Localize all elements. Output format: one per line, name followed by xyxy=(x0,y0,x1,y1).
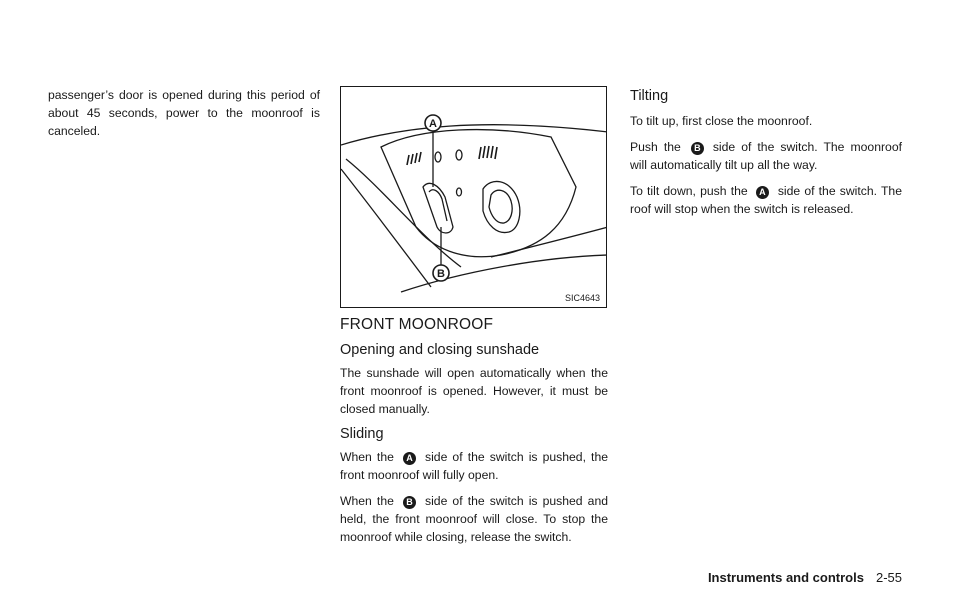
tilt-down-text-pre: To tilt down, push the xyxy=(630,184,748,198)
tilting-intro-paragraph: To tilt up, first close the moonroof. xyxy=(630,114,813,128)
footer-section-title: Instruments and controls xyxy=(707,570,864,585)
page-number: 2-55 xyxy=(875,570,902,585)
sliding-close-text-pre: When the xyxy=(340,494,394,508)
sunshade-paragraph: The sunshade will open automatically when the front moonroof is opened. However, it must be closed manually. xyxy=(340,366,608,416)
subheading-sliding: Sliding xyxy=(340,426,384,442)
sliding-open-text-pre: When the xyxy=(340,450,394,464)
moonroof-switch-illustration xyxy=(340,86,607,308)
right-column xyxy=(630,88,902,218)
callout-b-badge: B xyxy=(403,496,416,509)
callout-a-badge: A xyxy=(403,452,416,465)
sliding-close-paragraph xyxy=(340,492,608,546)
sliding-open-text-post: side of the switch is pushed, the front moonroof will fully open. xyxy=(340,450,608,482)
callout-b-badge: B xyxy=(691,142,704,155)
left-column xyxy=(48,86,320,140)
sliding-close-text-post: side of the switch is pushed and held, the front moonroof will close. To stop the moonroof while closing, release the switch. xyxy=(340,494,608,544)
overhead-console-drawing xyxy=(341,87,607,308)
figure-caption: SIC4643 xyxy=(564,293,600,303)
tilt-down-paragraph xyxy=(630,182,902,218)
subheading-sunshade: Opening and closing sunshade xyxy=(340,342,540,358)
subheading-tilting: Tilting xyxy=(630,88,669,104)
callout-a-label: A xyxy=(429,118,437,130)
section-heading: FRONT MOONROOF xyxy=(340,316,494,333)
continuation-paragraph: passenger’s door is opened during this period of about 45 seconds, power to the moonroof is canceled. xyxy=(48,88,320,138)
tilt-down-text-post: side of the switch. The roof will stop when the switch is released. xyxy=(630,184,902,216)
callout-b-label: B xyxy=(437,268,445,280)
page-footer xyxy=(708,570,902,585)
tilt-up-text-pre: Push the xyxy=(630,140,681,154)
callout-a-badge: A xyxy=(756,186,769,199)
tilt-up-paragraph xyxy=(630,138,902,174)
sliding-open-paragraph xyxy=(340,448,608,484)
tilt-up-text-post: side of the switch. The moonroof will automatically tilt up all the way. xyxy=(630,140,902,172)
middle-column xyxy=(340,316,608,546)
